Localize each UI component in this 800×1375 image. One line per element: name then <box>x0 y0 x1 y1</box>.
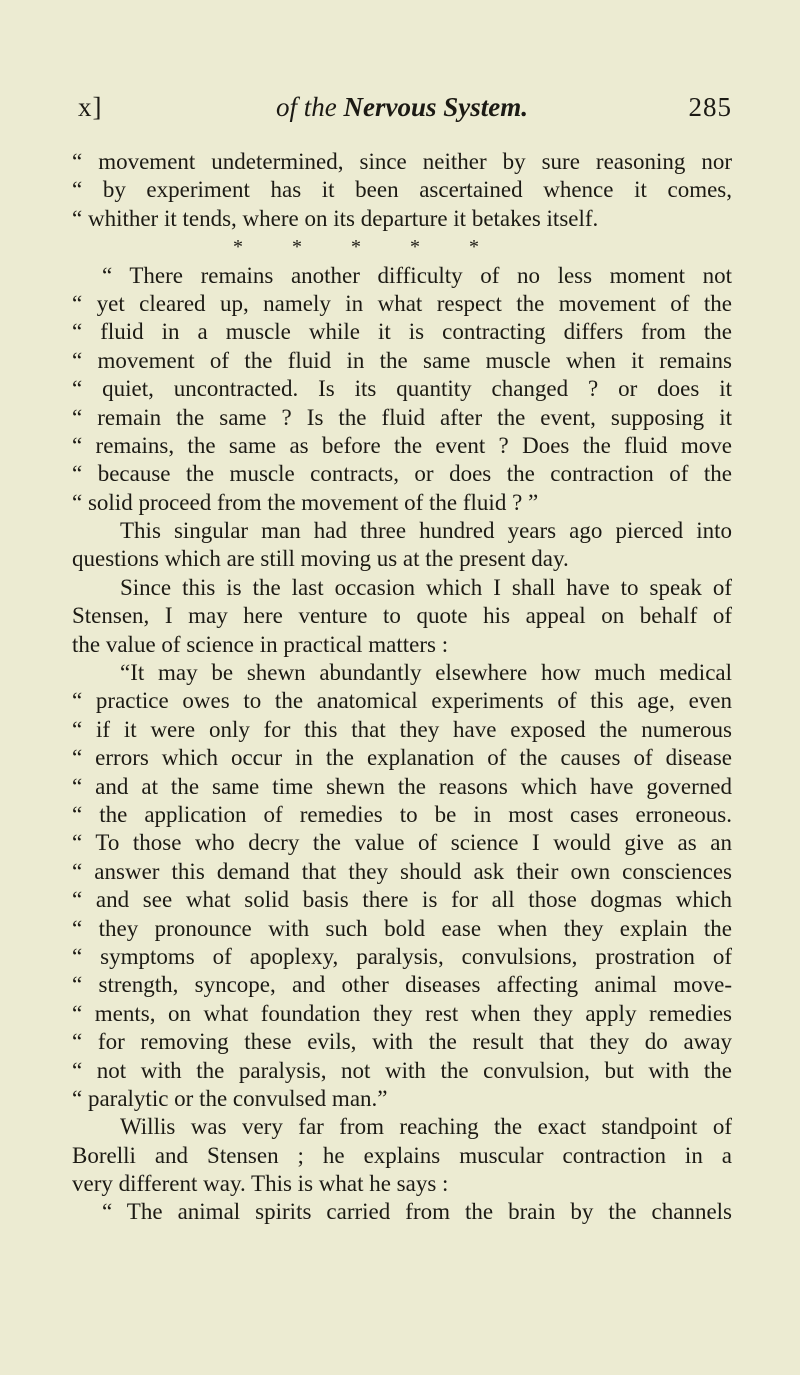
text-line: Stensen, I may here venture to quote his appeal on behalf of <box>72 603 732 629</box>
running-title-prefix: of the <box>276 92 344 122</box>
text-line: “ There remains another difficulty of no less moment not <box>102 262 732 288</box>
page-number: 285 <box>688 92 732 122</box>
text-line: “ fluid in a muscle while it is contracting differs from the <box>72 319 732 345</box>
text-line: “ if it were only for this that they have exposed the numerous <box>72 716 732 742</box>
text-line: “ remain the same ? Is the fluid after the event, supposing it <box>72 404 732 430</box>
text-line: “ remains, the same as before the event ? Does the fluid move <box>72 432 732 458</box>
running-header <box>72 92 732 132</box>
text-line: “ strength, syncope, and other diseases affecting animal move- <box>72 972 732 998</box>
text-line: “ practice owes to the anatomical experiments of this age, even <box>72 688 732 714</box>
text-line: “ quiet, uncontracted. Is its quantity changed ? or does it <box>72 376 732 402</box>
text-line: questions which are still moving us at the present day. <box>72 546 569 572</box>
text-line: Since this is the last occasion which I shall have to speak of <box>120 574 732 600</box>
text-line: This singular man had three hundred years ago pierced into <box>120 518 732 544</box>
asterism-divider: * * * * * <box>233 236 501 259</box>
text-line: the value of science in practical matters : <box>72 631 449 657</box>
text-line: “ answer this demand that they should ask their own consciences <box>72 858 732 884</box>
chapter-number: x] <box>78 92 103 122</box>
body-text <box>72 148 732 1227</box>
text-line: “ yet cleared up, namely in what respect the movement of the <box>72 290 732 316</box>
text-line: “ errors which occur in the explanation of the causes of disease <box>72 745 732 771</box>
text-line: “ by experiment has it been ascertained whence it comes, <box>72 177 732 203</box>
text-line: “ not with the paralysis, not with the convulsion, but with the <box>72 1057 732 1083</box>
text-line: Borelli and Stensen ; he explains muscular contraction in a <box>72 1142 732 1168</box>
text-line: “ To those who decry the value of science I would give as an <box>72 830 732 856</box>
text-line: “ solid proceed from the movement of the fluid ? ” <box>72 489 539 515</box>
text-line: “ movement undetermined, since neither by sure reasoning nor <box>72 149 732 174</box>
text-line: “ symptoms of apoplexy, paralysis, convulsions, prostration of <box>72 943 732 969</box>
running-title-emphasis: Nervous System. <box>343 92 528 122</box>
text-line: “ and at the same time shewn the reasons which have governed <box>72 773 732 799</box>
text-line: “ ments, on what foundation they rest when they apply remedies <box>72 1000 732 1026</box>
text-line: “ for removing these evils, with the result that they do away <box>72 1029 732 1055</box>
text-line: “It may be shewn abundantly elsewhere how much medical <box>120 660 732 686</box>
text-line: “ The animal spirits carried from the brain by the channels <box>102 1199 732 1225</box>
text-line: “ and see what solid basis there is for all those dogmas which <box>72 887 732 913</box>
text-line: “ they pronounce with such bold ease when they explain the <box>72 915 732 941</box>
running-title <box>72 92 732 123</box>
text-line: Willis was very far from reaching the exact standpoint of <box>120 1114 732 1140</box>
text-line: “ the application of remedies to be in most cases erroneous. <box>72 801 732 827</box>
text-line: very different way. This is what he says : <box>72 1171 449 1197</box>
text-line: “ because the muscle contracts, or does the contraction of the <box>72 461 732 487</box>
text-line: “ paralytic or the convulsed man.” <box>72 1085 388 1111</box>
text-line: “ whither it tends, where on its departure it betakes itself. <box>72 205 599 231</box>
text-line: “ movement of the fluid in the same muscle when it remains <box>72 347 732 373</box>
